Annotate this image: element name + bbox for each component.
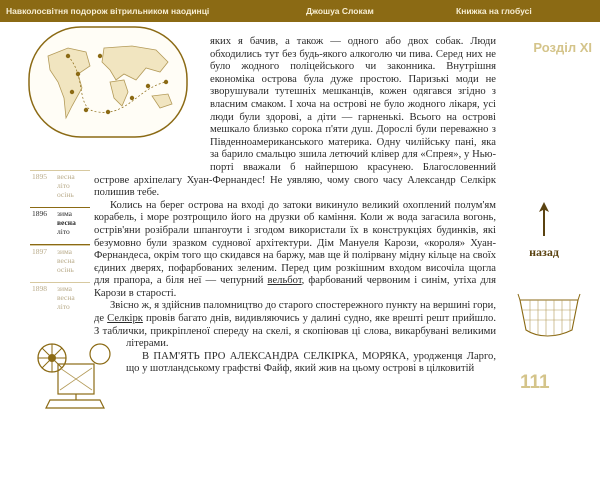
timeline-season: весна: [57, 293, 75, 302]
timeline-season: осінь: [57, 265, 74, 274]
timeline-season: зима: [57, 209, 72, 218]
paragraph: яких я бачив, а також — одного або двох собак. Люди обходились тут без будь-якого алкоголю чи пива. Серед них не було жодного поліцейського чи законника. Внутрішня економіка острова була дуже простою. Паризькі моди не зворушували тутешніх мешканців, кожен одягався згідно з власним смаком. І хоча на острові не було жодного лікаря, усі люди були здорові, а діти — гарненькі. Всього на острові мешкало близько сорока п'яти душ. Дорослі були переважно з Південноамериканського материка. Одну чилійську пані, яка за барило смальцю зшила летючий клівер для «Спрея», у Ньюпорті вважали б найпершою красунею. Благословенний острове архіпелагу Хуан-Фернандес! Не уявляю, чому свого часу Александр Селкірк полишив тебе.: [94, 36, 496, 199]
timeline-year: 1896: [32, 209, 47, 218]
timeline-season: літо: [57, 302, 70, 311]
glossary-link[interactable]: Селкірк: [107, 313, 143, 325]
header-author[interactable]: Джошуа Слокам: [306, 6, 374, 16]
timeline-season: весна: [57, 256, 75, 265]
timeline-year: 1895: [32, 172, 47, 181]
back-button[interactable]: [519, 200, 569, 260]
timeline-season: весна: [57, 218, 76, 227]
article-body: [30, 36, 496, 490]
ship-hull-illustration: [516, 284, 582, 344]
timeline-season: літо: [57, 227, 70, 236]
glossary-link[interactable]: вельбот: [267, 275, 302, 287]
timeline-season: осінь: [57, 190, 74, 199]
back-label: назад: [529, 245, 559, 259]
arrow-up-icon: [538, 200, 550, 238]
page-header: [0, 0, 600, 22]
timeline-season: зима: [57, 284, 72, 293]
header-globe-link[interactable]: Книжка на глобусі: [456, 6, 532, 16]
chapter-label: Розділ XI: [533, 40, 592, 55]
timeline-season: весна: [57, 172, 75, 181]
timeline-year: 1897: [32, 247, 47, 256]
paragraph: Звісно ж, я здійснив паломництво до старого спостережного пункту на вершині гори, де Селкірк провів багато днів, видивляючись у далині судно, яке врешті решт прийшло. З таблички, прикріпленої спереду на скелі, я скопіював ці слова, викарбувані великими літерами.: [94, 300, 496, 350]
timeline-season: зима: [57, 247, 72, 256]
page-number: 111: [520, 372, 550, 393]
header-book-title[interactable]: Навколосвітня подорож вітрильником наодинці: [6, 6, 210, 16]
timeline-year: 1898: [32, 284, 47, 293]
timeline-season: літо: [57, 181, 70, 190]
paragraph: В ПАМ'ЯТЬ ПРО АЛЕКСАНДРА СЕЛКІРКА, МОРЯКА, уродженця Ларго, що у шотландському графстві Файф, який жив на цьому острові в цілковитій: [126, 350, 496, 375]
paragraph: Колись на берег острова на вході до затоки викинуло великий охоплений полум'ям корабель, і море розтрощило його на друзки об каміння. Коли ж вода загасила вогонь, острів'яни розібрали шпангоути і згодом використали їх в конструкціях будинків, які безумовно були зразком суднової архітектури. Дім Мануеля Карози, «короля» Хуан-Фернандеса, окрім того що скидався на баржу, мав ще й полірвану мідну кільце на своїх єдиних дверях, пофарбованих зеленим. Перед цим розкішним входом височіла щогла для прапора, а біля неї — чепурний вельбот, фарбований червоним і синім, утіха для Карози в старості.: [94, 199, 496, 299]
